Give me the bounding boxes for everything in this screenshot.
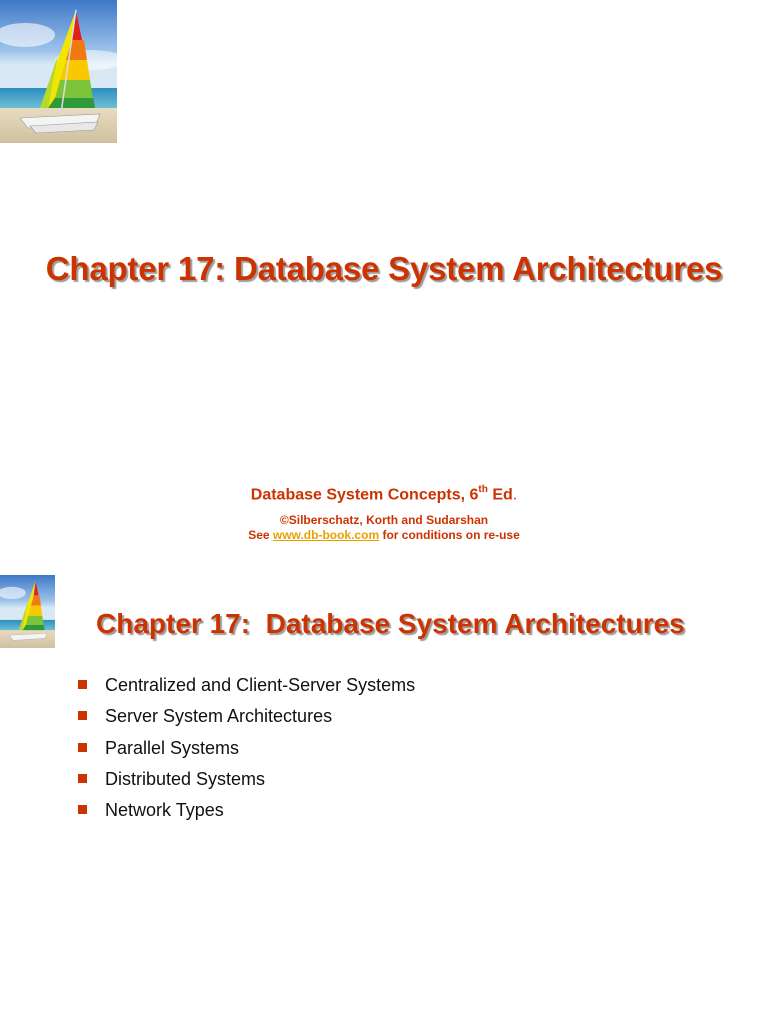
list-item: [78, 701, 415, 732]
reuse-prefix: See: [248, 528, 273, 542]
book-edition: [0, 485, 768, 504]
list-item: [78, 670, 415, 701]
list-item: [78, 795, 415, 826]
square-bullet-icon: [78, 805, 87, 814]
edition-text: Database System Concepts, 6: [250, 486, 479, 504]
reuse-suffix: for conditions on re-use: [379, 528, 520, 542]
list-item-label: Distributed Systems: [105, 769, 266, 790]
reuse-line: [0, 528, 768, 542]
slide-title: Chapter 17: Database System Architectures: [45, 250, 723, 287]
square-bullet-icon: [78, 743, 87, 752]
list-item-label: Network Types: [105, 800, 224, 821]
edition-ed: Ed: [487, 486, 513, 504]
square-bullet-icon: [78, 711, 87, 720]
db-book-link[interactable]: www.db-book.com: [272, 528, 380, 542]
topic-list: [78, 670, 415, 826]
list-item-label: Parallel Systems: [105, 737, 240, 758]
edition-period: .: [512, 486, 518, 504]
list-item-label: Centralized and Client-Server Systems: [105, 675, 416, 696]
sailboat-image: [0, 575, 55, 648]
list-item: [78, 764, 415, 795]
list-item-label: Server System Architectures: [105, 706, 333, 727]
sailboat-image: [0, 0, 117, 143]
list-item: [78, 733, 415, 764]
copyright-line: ©Silberschatz, Korth and Sudarshan: [279, 513, 489, 527]
outline-slide: [0, 570, 768, 1024]
edition-superscript: th: [478, 484, 488, 495]
square-bullet-icon: [78, 774, 87, 783]
slide-title: Chapter 17: Database System Architectures: [96, 608, 685, 639]
square-bullet-icon: [78, 680, 87, 689]
